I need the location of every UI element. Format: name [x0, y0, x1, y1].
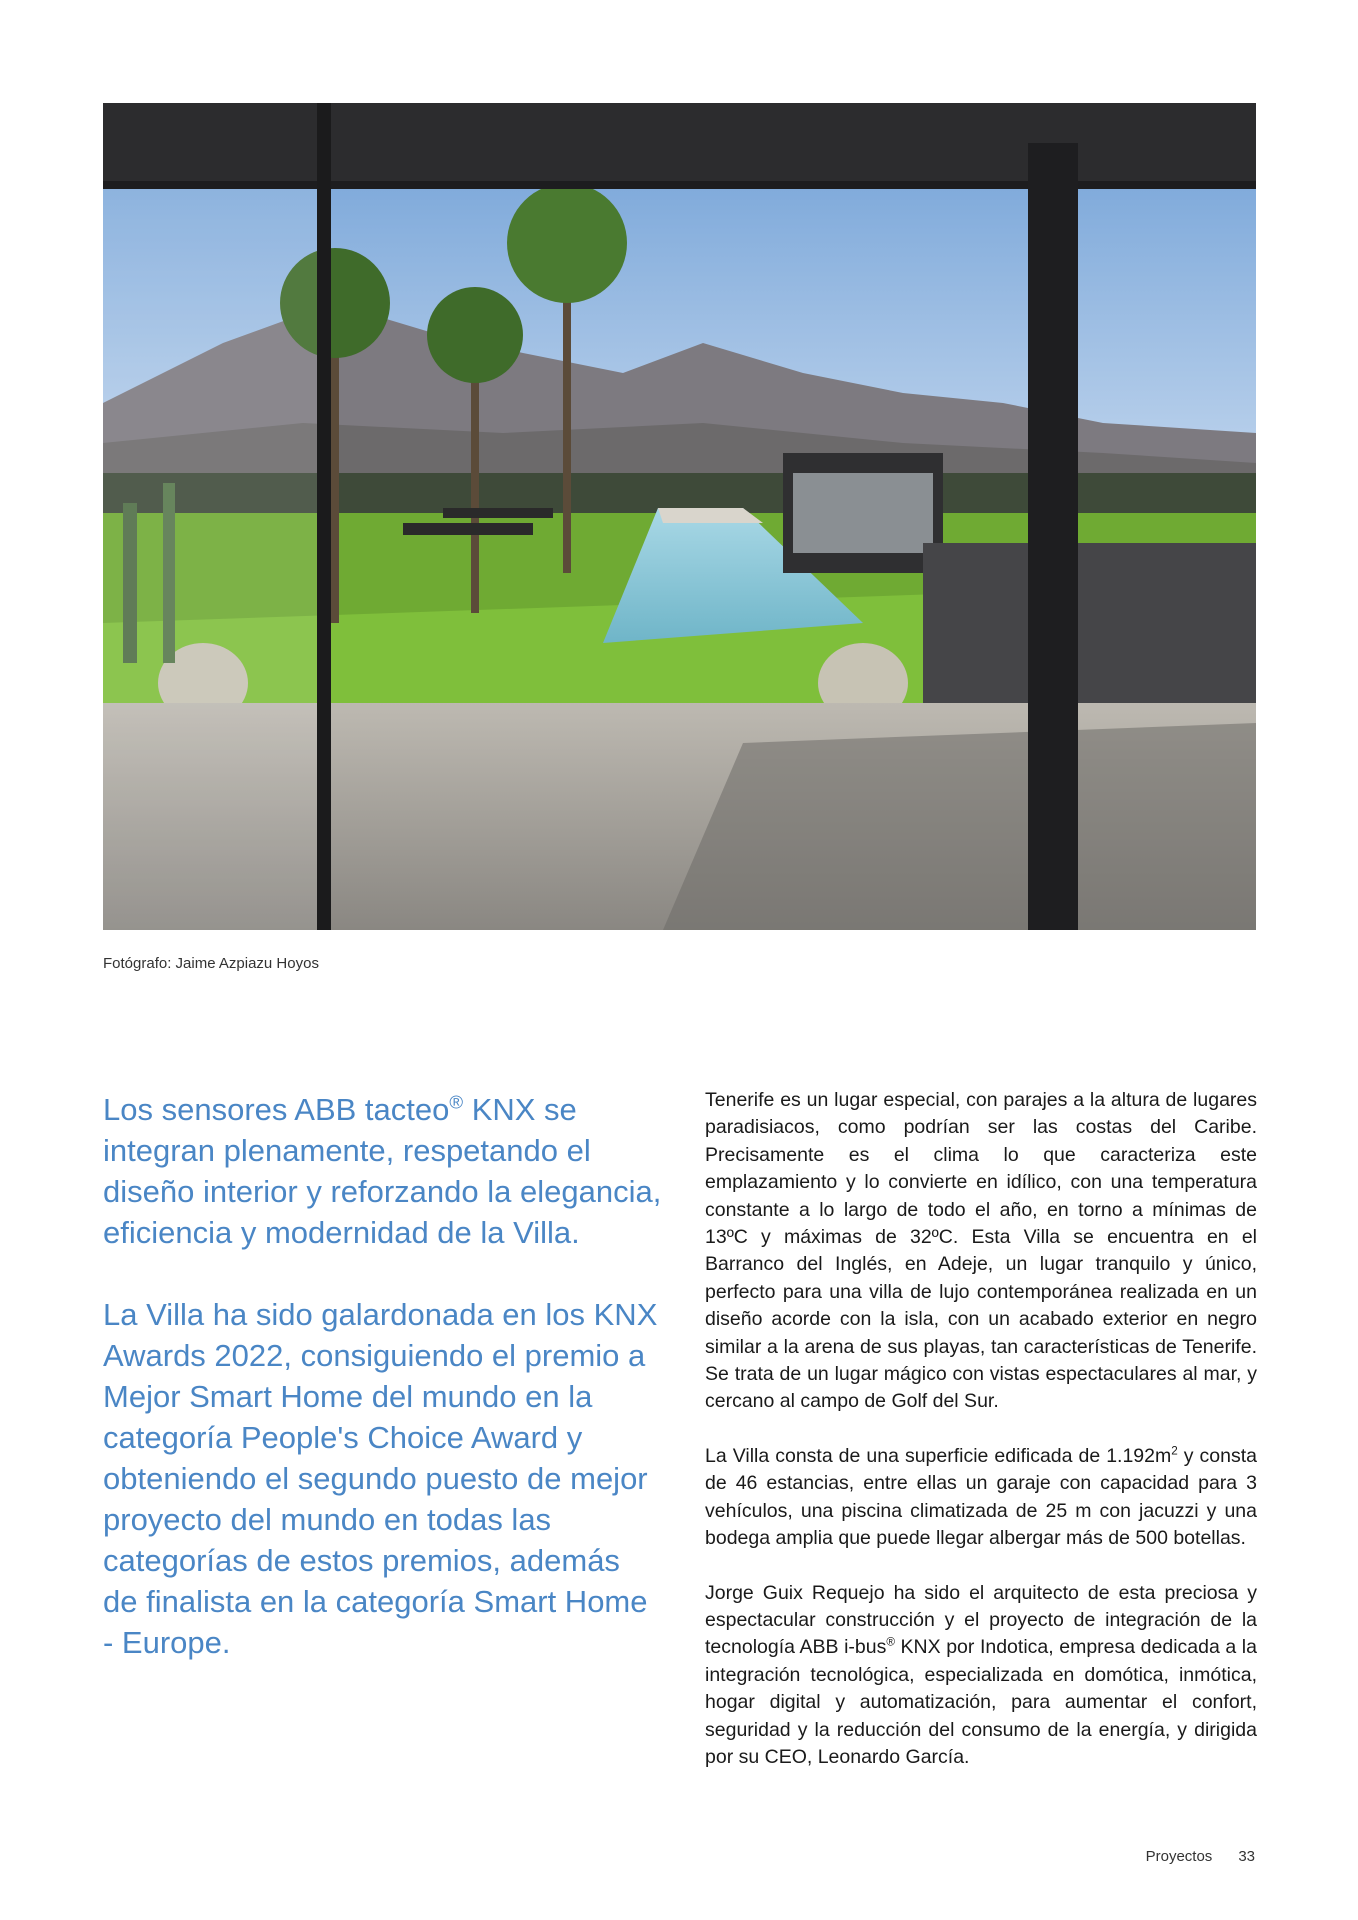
- villa-photo: [103, 103, 1256, 930]
- body-paragraph-3: Jorge Guix Requejo ha sido el arquitecto de esta preciosa y espectacular construcción y el proyecto de integración de la tecnología ABB i-bus® KNX por Indotica, empresa dedicada a la integración tecnológica, especializada en domótica, inmótica, hogar digital y automatización, para aumentar el confort, seguridad y la reducción del consumo de la energía, y dirigida por su CEO, Leonardo García.: [705, 1581, 1257, 1768]
- registered-mark: ®: [886, 1635, 895, 1649]
- pull-quote-awards: La Villa ha sido galardonada en los KNX Awards 2022, consiguiendo el premio a Mejor Smart Home del mundo en la categoría People's Choice Award y obteniendo el segundo puesto de mejor proyecto del mundo en todas las categorías de estos premios, además de finalista en la categoría Smart Home - Europe.: [103, 1297, 658, 1660]
- body-paragraph-2: La Villa consta de una superficie edificada de $1.192m^2$ y consta de 46 estancias, entre ellas un garaje con capacidad para 3 vehículos, una piscina climatizada de 25 m con jacuzzi y una bodega amplia que puede llegar albergar más de 500 botellas.: [705, 1444, 1258, 1550]
- footer-section: Proyectos: [1145, 1848, 1213, 1865]
- pull-quote-column: [103, 1089, 663, 1663]
- body-paragraph-1: Tenerife es un lugar especial, con parajes a la altura de lugares paradisiacos, como podrían ser las costas del Caribe. Precisamente es el clima lo que caracteriza este emplazamiento y lo convierte en idílico, con una temperatura constante a lo largo de todo el año, en torno a mínimas de 13ºC y máximas de 32ºC. Esta Villa se encuentra en el Barranco del Inglés, en Adeje, un lugar tranquilo y único, perfecto para una villa de lujo contemporánea realizada en un diseño acorde con la isla, con un acabado exterior en negro similar a la arena de sus playas, tan características de Tenerife. Se trata de un lugar mágico con vistas espectaculares al mar, y cercano al campo de Golf del Sur.: [705, 1089, 1257, 1413]
- registered-mark: ®: [449, 1091, 464, 1113]
- villa-photo-illustration: [103, 103, 1256, 930]
- photo-credit: Fotógrafo: Jaime Azpiazu Hoyos: [103, 955, 319, 972]
- page-number: 33: [1238, 1848, 1255, 1865]
- page-footer: [1146, 1848, 1255, 1865]
- body-text-column: [705, 1087, 1257, 1771]
- pull-quote-sensors: Los sensores ABB tacteo® KNX se integran plenamente, respetando el diseño interior y reforzando la elegancia, eficiencia y modernidad de la Villa.: [103, 1091, 662, 1250]
- superscript-two: 2: [1171, 1444, 1178, 1458]
